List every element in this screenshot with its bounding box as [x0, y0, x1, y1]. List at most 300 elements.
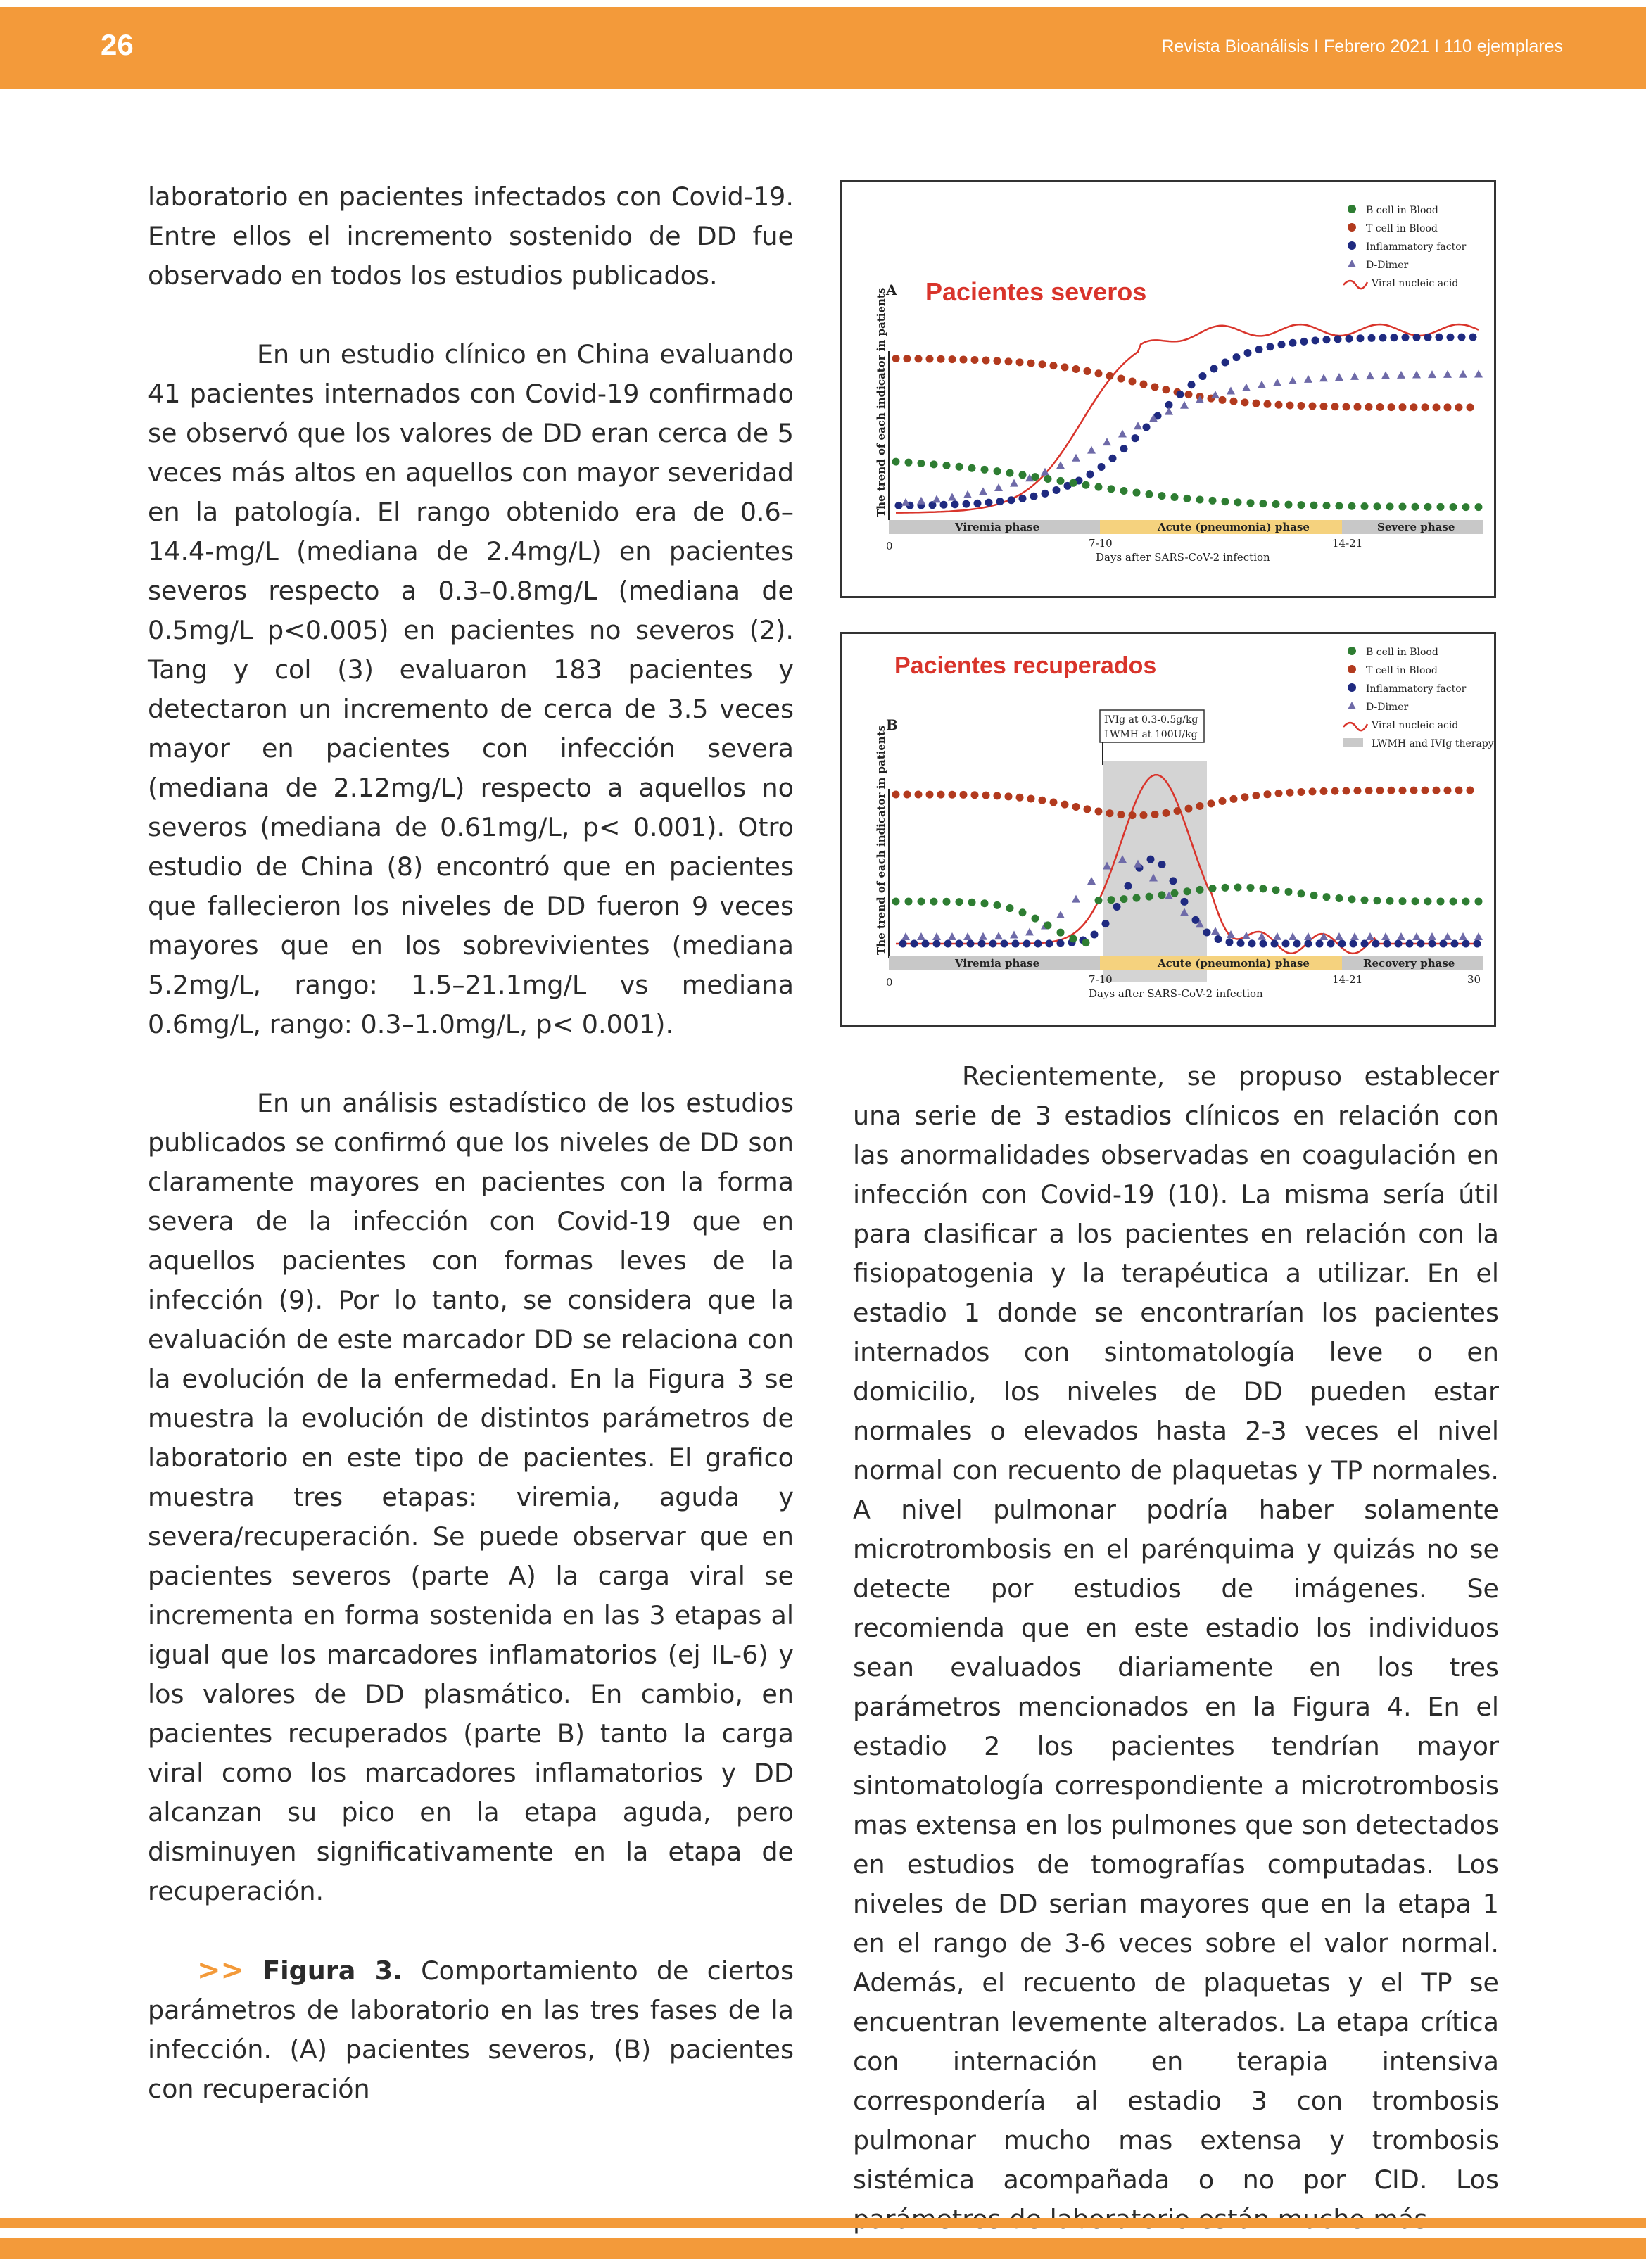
panel-a-d-dimer-point [948, 493, 956, 500]
legend-viral-marker [1343, 723, 1367, 730]
panel-a-b-cell-point [1412, 503, 1419, 511]
panel-a-tick-14-21: 14-21 [1332, 537, 1363, 550]
panel-b-t-cell-point [949, 791, 956, 799]
panel-b-d-dimer-point [1010, 931, 1018, 939]
panel-a-d-dimer-point [1242, 384, 1251, 391]
panel-a-b-cell-point [1462, 503, 1470, 511]
panel-b-inflammatory-point [1372, 940, 1380, 948]
panel-b-b-cell-point [1285, 888, 1293, 896]
panel-a-t-cell-point [1455, 403, 1463, 411]
panel-a-b-cell-point [918, 460, 925, 467]
panel-b-t-cell-point [1061, 801, 1069, 809]
left-paragraph-2: En un estudio clínico en China evaluando 41 pacientes internados con Covid-19 confirmado se observó que los valores de DD eran cerca de 5 veces más altos en aquellos con mayor severidad en la patología. El rango obtenido era de 0.6–14.4-mg/L (mediana de 2.4mg/L) en pacientes severos respecto a 0.3–0.8mg/L (mediana de 0.5mg/L p<0.005) en pacientes no severos (2). Tang y col (3) evaluaron 183 pacientes y detectaron un incremento de cerca de 3.5 veces mayor en pacientes con infección severa (mediana de 2.12mg/L) respecto a aquellos no severos (mediana de 0.61mg/L, p< 0.001). Otro estudio de China (8) encontró que en pacientes que fallecieron los niveles de DD fueron 9 veces mayores que en los sobrevivientes (mediana 5.2mg/L, rango: 1.5–21.1mg/L vs mediana 0.6mg/L, rango: 0.3–1.0mg/L, p< 0.001). [148, 339, 794, 1039]
legend-therapy-label: LWMH and IVIg therapy [1372, 738, 1494, 749]
panel-b-t-cell-point [1151, 811, 1159, 818]
panel-b-d-dimer-point [1443, 932, 1452, 940]
panel-a-b-cell-point [1323, 502, 1331, 509]
panel-a-t-cell-point [1433, 403, 1441, 411]
panel-b-t-cell-point [1129, 811, 1137, 819]
panel-a-d-dimer-point [1087, 446, 1096, 454]
panel-b-inflammatory-point [1181, 898, 1189, 906]
panel-b-b-cell-point [1209, 885, 1217, 892]
legend-inflammatory-marker [1348, 683, 1356, 692]
panel-b-t-cell-point [1354, 787, 1362, 794]
panel-b-b-cell-point [1247, 884, 1255, 892]
panel-b-d-dimer-point [1428, 932, 1436, 940]
panel-a-inflammatory-point [1120, 445, 1128, 452]
panel-b-t-cell-point [1050, 798, 1058, 806]
panel-a-d-dimer-point [1366, 372, 1374, 379]
legend-d-dimer-label: D-Dimer [1366, 702, 1409, 713]
legend-inflammatory-label: Inflammatory factor [1366, 683, 1467, 695]
panel-b-t-cell-point [1320, 787, 1328, 795]
panel-b-t-cell-point [1219, 797, 1227, 805]
panel-a-t-cell-point [1016, 358, 1024, 366]
left-paragraph-1: laboratorio en pacientes infectados con Covid-19. Entre ellos el incremento sostenido de DD fue observado en todos los estudios publicados. [148, 182, 794, 291]
panel-a-b-cell-point [1171, 493, 1179, 501]
panel-a-b-cell-point [892, 458, 900, 466]
panel-a-inflammatory-point [1300, 338, 1308, 346]
page-number: 26 [101, 28, 134, 61]
panel-a-t-cell-point [1354, 403, 1362, 411]
panel-b-b-cell-point [1196, 886, 1204, 894]
panel-b-xlabel: Days after SARS-CoV-2 infection [1089, 987, 1263, 1000]
panel-b-d-dimer-point [948, 932, 956, 940]
panel-a-inflammatory-point [1323, 336, 1331, 343]
panel-b-title: Pacientes recuperados [894, 652, 1157, 679]
panel-a-t-cell-point [1230, 398, 1238, 405]
panel-a-b-cell-point [1386, 502, 1394, 510]
panel-a-b-cell-point [1158, 492, 1166, 500]
panel-b-b-cell-point [1450, 897, 1457, 905]
panel-b-t-cell-point [1433, 787, 1441, 794]
panel-a-inflammatory-point [1379, 334, 1387, 342]
panel-a-t-cell-point [926, 355, 934, 363]
panel-a-b-cell-point [1082, 481, 1090, 489]
figure-panel-a [840, 180, 1496, 598]
panel-b-d-dimer-point [1289, 932, 1297, 940]
panel-a-b-cell-point [930, 460, 938, 468]
panel-a-b-cell-point [1298, 501, 1305, 509]
panel-b-t-cell-point [892, 791, 900, 799]
panel-b-t-cell-point [1275, 790, 1283, 797]
panel-b-inflammatory-point [1361, 940, 1369, 948]
panel-b-d-dimer-point [994, 932, 1003, 939]
panel-b-d-dimer-point [932, 932, 941, 940]
panel-a-t-cell-point [1219, 396, 1227, 404]
panel-a-inflammatory-point [1289, 339, 1297, 347]
panel-a-inflammatory-point [895, 502, 903, 509]
panel-a-d-dimer-point [1319, 374, 1328, 381]
panel-b-t-cell-point [1410, 787, 1418, 794]
panel-b-therapy-band [1103, 761, 1207, 982]
panel-a-d-dimer-point [1474, 370, 1483, 378]
panel-a-inflammatory-point [1233, 353, 1241, 361]
panel-a-phase-acute: Acute (pneumonia) phase [1158, 521, 1310, 533]
panel-b-b-cell-point [1475, 897, 1483, 905]
panel-a-inflammatory-point [1402, 334, 1410, 341]
panel-a-b-cell-point [1057, 477, 1065, 485]
panel-a-b-cell-point [1336, 502, 1343, 509]
panel-a-d-dimer-point [1258, 381, 1266, 388]
panel-b-inflammatory-point [1226, 938, 1234, 946]
panel-a-b-cell-point [1285, 501, 1293, 509]
panel-a-inflammatory-point [1267, 343, 1274, 350]
panel-a-b-cell-point [1184, 495, 1191, 502]
panel-b-b-cell-point [1336, 894, 1343, 902]
panel-a-t-cell-point [960, 355, 968, 363]
panel-a-b-cell-point [1475, 503, 1483, 511]
panel-a-b-cell-point [1196, 495, 1204, 503]
panel-a-b-cell-point [1361, 502, 1369, 510]
panel-b-d-dimer-point [1366, 932, 1374, 940]
panel-b-inflammatory-point [1046, 939, 1053, 947]
panel-a-inflammatory-point [1255, 346, 1263, 353]
panel-b-t-cell-point [982, 792, 990, 799]
panel-b-tick-0: 0 [886, 976, 893, 989]
panel-a-t-cell-point [1095, 369, 1103, 377]
panel-b-d-dimer-point [1459, 932, 1467, 940]
panel-a-t-cell-point [1331, 403, 1339, 410]
panel-a-b-cell-point [1019, 471, 1027, 479]
panel-b-d-dimer-point [1397, 932, 1405, 940]
panel-a-b-cell-point [994, 467, 1001, 475]
panel-a-t-cell-point [1320, 403, 1328, 410]
panel-b-b-cell-point [892, 898, 900, 906]
panel-a-t-cell-point [1376, 403, 1384, 411]
panel-a-inflammatory-point [1132, 434, 1139, 442]
panel-b-b-cell-point [1070, 935, 1077, 942]
panel-b-t-cell-point [904, 791, 911, 799]
panel-b-inflammatory-point [1057, 939, 1065, 947]
panel-a-b-cell-point [1209, 497, 1217, 505]
caption-arrow-icon: >> [197, 1954, 245, 1987]
panel-b-t-cell-point [1376, 787, 1384, 794]
panel-b-inflammatory-point [1406, 940, 1414, 948]
panel-b-t-cell-point [1331, 787, 1339, 795]
panel-a-b-cell-point [1399, 503, 1407, 511]
panel-b-t-cell-point [1072, 803, 1080, 811]
legend-d-dimer-marker [1348, 702, 1356, 709]
panel-b-t-cell-point [994, 792, 1001, 799]
panel-a-inflammatory-point [1098, 463, 1106, 471]
left-column [148, 177, 794, 2109]
panel-a-inflammatory-point [1436, 334, 1443, 341]
legend-viral-label: Viral nucleic acid [1372, 720, 1459, 731]
panel-b-t-cell-point [1118, 811, 1125, 818]
legend-t-cell-marker [1348, 223, 1356, 232]
panel-b-inflammatory-point [1034, 939, 1042, 947]
panel-a-inflammatory-point [1424, 334, 1432, 341]
panel-b-inflammatory-point [1338, 940, 1346, 948]
panel-a-d-dimer-point [932, 495, 941, 502]
legend-t-cell-marker [1348, 665, 1356, 673]
panel-b-t-cell-point [1253, 792, 1260, 799]
panel-b-b-cell-point [1374, 897, 1381, 904]
panel-b-t-cell-point [1365, 787, 1373, 794]
panel-a-t-cell-point [1388, 403, 1395, 411]
panel-a-b-cell-point [1374, 502, 1381, 510]
panel-b-t-cell-point [1467, 787, 1474, 794]
panel-b-b-cell-point [1222, 884, 1229, 892]
panel-b-annotation-lwmh: LWMH at 100U/kg [1104, 729, 1198, 740]
panel-a-inflammatory-point [940, 501, 948, 509]
panel-b-inflammatory-point [1091, 931, 1099, 939]
panel-a-phase-severe: Severe phase [1377, 521, 1455, 533]
panel-a-t-cell-point [1061, 363, 1069, 371]
panel-a-d-dimer-point [963, 490, 972, 498]
panel-b-inflammatory-point [933, 940, 941, 948]
panel-b-b-cell-point [943, 898, 951, 906]
panel-b-b-cell-point [1057, 929, 1065, 937]
panel-b-inflammatory-point [1158, 861, 1166, 868]
caption-label: Figura 3. [262, 1956, 403, 1986]
panel-b-t-cell-point [1399, 787, 1407, 794]
panel-b-d-dimer-point [1381, 932, 1390, 940]
panel-b-tick-14-21: 14-21 [1332, 973, 1363, 986]
panel-a-b-cell-point [1006, 469, 1014, 477]
panel-b-t-cell-point [1388, 787, 1395, 794]
panel-b-b-cell-point [1095, 897, 1103, 904]
panel-b-inflammatory-point [1023, 939, 1031, 947]
panel-a-b-cell-point [1424, 503, 1432, 511]
panel-b-d-dimer-point [1025, 927, 1034, 935]
panel-b-d-dimer-point [1304, 932, 1312, 940]
left-paragraph-3: En un análisis estadístico de los estudios publicados se confirmó que los niveles de DD son claramente mayores en pacientes con la forma severa de la infección con Covid-19 que en aquellos pacientes con formas leves de la infección (9). Por lo tanto, se considera que la evaluación de este marcador DD se relaciona con la evolución de la enfermedad. En la Figura 3 se muestra la evolución de distintos parámetros de laboratorio en este tipo de pacientes. El grafico muestra tres etapas: viremia, aguda y severa/recuperación. Se puede observar que en pacientes severos (parte A) la carga viral se incrementa en forma sostenida en las 3 etapas al igual que los marcadores inflamatorios (ej IL-6) y los valores de DD plasmático. En cambio, en pacientes recuperados (parte B) tanto la carga viral como los marcadores inflamatorios y DD alcanzan su pico en la etapa aguda, pero disminuyen significativamente en la etapa de recuperación. [148, 1088, 794, 1906]
panel-a-letter: A [886, 281, 897, 298]
panel-b-b-cell-point [1006, 904, 1014, 912]
panel-a-inflammatory-point [1357, 334, 1365, 342]
panel-a-t-cell-point [892, 355, 900, 362]
panel-b-inflammatory-point [1462, 940, 1470, 948]
panel-b-inflammatory-point [944, 940, 952, 948]
panel-b-t-cell-point [1422, 787, 1429, 794]
panel-b-t-cell-point [1196, 802, 1204, 810]
panel-b-inflammatory-point [1282, 939, 1290, 947]
panel-a-t-cell-point [1399, 403, 1407, 411]
panel-a-t-cell-point [1298, 402, 1305, 410]
legend-d-dimer-label: D-Dimer [1366, 260, 1409, 271]
right-column [853, 1057, 1499, 2239]
legend-viral-label: Viral nucleic acid [1372, 278, 1459, 289]
panel-b-tick-7-10: 7-10 [1089, 973, 1113, 986]
panel-b-ylabel: The trend of each indicator in patients [875, 725, 887, 955]
panel-b-phase-viremia: Viremia phase [955, 957, 1040, 970]
figure-panel-b [840, 632, 1496, 1027]
panel-b-b-cell-point [1120, 895, 1128, 903]
panel-b-t-cell-point [1241, 793, 1249, 801]
panel-b-t-cell-point [1095, 808, 1103, 816]
panel-a-b-cell-point [943, 462, 951, 469]
panel-a-inflammatory-point [1222, 359, 1229, 367]
panel-a-inflammatory-point [974, 500, 982, 507]
panel-b-b-cell-point [1386, 897, 1394, 905]
panel-b-d-dimer-point [963, 932, 972, 940]
panel-b-inflammatory-point [1237, 939, 1245, 947]
panel-a-d-dimer-point [1397, 371, 1405, 379]
panel-a-inflammatory-point [1143, 423, 1151, 431]
panel-a-t-cell-point [971, 356, 979, 364]
panel-a-d-dimer-point [1443, 370, 1452, 378]
panel-b-b-cell-point [1108, 896, 1115, 904]
panel-b-t-cell-point [1185, 805, 1193, 813]
panel-b-inflammatory-point [1474, 940, 1481, 948]
panel-b-t-cell-point [1298, 788, 1305, 796]
panel-b-t-cell-point [1455, 787, 1463, 794]
panel-b-inflammatory-point [1125, 882, 1132, 890]
panel-b-b-cell-point [994, 901, 1001, 909]
panel-b-inflammatory-point [1170, 877, 1177, 885]
panel-a-inflammatory-point [951, 500, 959, 508]
panel-a-d-dimer-point [979, 487, 987, 495]
panel-a-inflammatory-point [1346, 335, 1353, 343]
legend-b-cell-marker [1348, 205, 1356, 213]
panel-a-d-dimer-point [1010, 479, 1018, 487]
panel-a-t-cell-point [1343, 403, 1350, 410]
panel-a-t-cell-point [1264, 400, 1272, 408]
panel-a-inflammatory-point [1244, 349, 1252, 357]
panel-a-t-cell-point [904, 355, 911, 362]
panel-a-viral-line [896, 324, 1479, 513]
right-paragraph-1: Recientemente, se propuso establecer una serie de 3 estadios clínicos en relación con las anormalidades observadas en coagulación en infección con Covid-19 (10). La misma sería útil para clasificar a los pacientes en relación con la fisiopatogenia y la terapéutica a utilizar. En el estadio 1 donde se encontrarían los pacientes internados con sintomatología leve o en domicilio, los niveles de DD pueden estar normales o elevados hasta 2-3 veces el nivel normal con recuento de plaquetas y TP normales. A nivel pulmonar podría haber solamente microtrombosis en el parénquima y quizás no se detecte por estudios de imágenes. Se recomienda que en este estadio los individuos sean evaluados diariamente en los tres parámetros mencionados en la Figura 4. En el estadio 2 los pacientes tendrían mayor sintomatología correspondiente a microtrombosis mas extensa en los pulmones que son detectados en estudios de tomografías computadas. Los niveles de DD serian mayores que en la etapa 1 en el rango de 3-6 veces sobre el valor normal. Además, el recuento de plaquetas y el TP se encuentran levemente alterados. La etapa crítica con internación en terapia intensiva correspondería al estadio 3 con trombosis pulmonar mucho mas extensa y trombosis sistémica acompañada o no por CID. Los [853, 1061, 1499, 2195]
panel-b-inflammatory-point [1271, 939, 1279, 947]
panel-a-d-dimer-point [1165, 407, 1173, 415]
panel-a-t-cell-point [1005, 357, 1013, 365]
panel-a-b-cell-point [1032, 473, 1039, 481]
panel-a-t-cell-point [1365, 403, 1373, 411]
panel-a-inflammatory-point [1177, 391, 1184, 398]
panel-a-t-cell-point [1151, 383, 1159, 391]
panel-a-b-cell-point [1222, 498, 1229, 505]
legend-a [1343, 205, 1467, 289]
panel-a-b-cell-point [1095, 483, 1103, 491]
panel-b-b-cell-point [1260, 885, 1267, 892]
panel-a-t-cell-point [1444, 403, 1452, 411]
footer-stripe [0, 2218, 1646, 2228]
panel-a-d-dimer-point [1335, 373, 1343, 381]
panel-b-d-dimer-point [1350, 932, 1359, 940]
panel-b-b-cell-point [1462, 897, 1470, 905]
panel-b-inflammatory-point [1203, 928, 1211, 936]
panel-b-b-cell-point [1437, 897, 1445, 905]
panel-b-t-cell-point [960, 791, 968, 799]
panel-a-inflammatory-point [1469, 334, 1477, 341]
panel-b-d-dimer-point [1087, 877, 1096, 885]
panel-b-d-dimer-point [901, 932, 910, 940]
panel-b-b-cell-point [1133, 894, 1141, 902]
panel-b-inflammatory-point [1384, 940, 1391, 948]
panel-b-letter: B [886, 716, 898, 733]
panel-b-phase-acute: Acute (pneumonia) phase [1158, 957, 1310, 970]
panel-a-b-cell-point [981, 466, 989, 474]
panel-a-b-cell-point [905, 459, 913, 467]
panel-b-b-cell-point [1019, 908, 1027, 916]
panel-b-t-cell-point [1163, 809, 1170, 817]
panel-b-d-dimer-point [917, 932, 925, 940]
panel-a-b-cell-point [1070, 479, 1077, 487]
panel-b-d-dimer-point [979, 932, 987, 940]
legend-viral-marker [1343, 281, 1367, 289]
panel-a-t-cell-point [1275, 401, 1283, 409]
panel-b-inflammatory-point [899, 940, 907, 948]
panel-a-ylabel: The trend of each indicator in patients [875, 287, 887, 517]
panel-b-inflammatory-point [956, 940, 963, 948]
panel-b-b-cell-point [1234, 884, 1242, 892]
panel-b-b-cell-point [1412, 897, 1419, 905]
panel-a-inflammatory-point [1312, 336, 1319, 344]
panel-b-inflammatory-point [1113, 903, 1121, 911]
panel-b-inflammatory-point [1260, 939, 1267, 947]
panel-b-inflammatory-point [1316, 940, 1324, 948]
running-head: Revista Bioanálisis I Febrero 2021 I 110 ejemplares [1161, 37, 1563, 56]
panel-a-d-dimer-point [1118, 430, 1127, 438]
panel-a-t-cell-point [1072, 365, 1080, 373]
panel-b-b-cell-point [1323, 893, 1331, 901]
panel-a-t-cell-point [1039, 360, 1046, 368]
panel-a-b-cell-point [1247, 499, 1255, 507]
panel-a-d-dimer-point [1056, 461, 1065, 469]
panel-b-inflammatory-point [1305, 940, 1312, 948]
panel-a-t-cell-point [1410, 403, 1418, 411]
panel-b-inflammatory-point [1001, 940, 1008, 948]
panel-a-inflammatory-point [985, 499, 993, 507]
panel-a-inflammatory-point [1042, 490, 1049, 498]
panel-b-b-cell-point [1310, 892, 1318, 899]
panel-a-d-dimer-point [1273, 379, 1281, 386]
footer-bar [0, 2238, 1646, 2259]
panel-b-b-cell-point [1146, 893, 1153, 901]
panel-b-b-cell-point [956, 898, 963, 906]
panel-a-inflammatory-point [1447, 334, 1455, 341]
panel-a-b-cell-point [1044, 475, 1052, 483]
panel-b-inflammatory-point [1215, 935, 1222, 943]
legend-b [1343, 647, 1494, 749]
panel-a-t-cell-point [1241, 398, 1249, 406]
legend-b-cell-label: B cell in Blood [1366, 205, 1438, 216]
panel-b-b-cell-point [1298, 889, 1305, 897]
panel-b-t-cell-point [937, 791, 945, 799]
panel-b-inflammatory-point [1293, 939, 1301, 947]
panel-a-d-dimer-point [1289, 376, 1297, 384]
panel-a-b-cell-point [956, 463, 963, 471]
panel-a-b-cell-point [968, 464, 976, 472]
panel-a-d-dimer-point [1227, 386, 1235, 394]
figure-caption [148, 1951, 794, 2109]
legend-b-cell-marker [1348, 647, 1356, 655]
panel-a-inflammatory-point [963, 500, 970, 508]
panel-b-d-dimer-point [1242, 932, 1251, 939]
panel-b-t-cell-point [1208, 799, 1215, 807]
legend-therapy-marker [1343, 738, 1363, 747]
panel-b-inflammatory-point [967, 940, 975, 948]
panel-b-b-cell-point [1082, 939, 1090, 946]
panel-a-t-cell-point [1286, 401, 1294, 409]
panel-a-t-cell-point [1027, 360, 1035, 367]
panel-a-t-cell-point [1050, 362, 1058, 369]
panel-b-t-cell-point [1230, 795, 1238, 803]
panel-b-t-cell-point [1286, 789, 1294, 797]
panel-b-b-cell-point [1361, 896, 1369, 904]
panel-a-d-dimer-point [1304, 375, 1312, 383]
legend-t-cell-label: T cell in Blood [1366, 223, 1438, 234]
panel-a-b-cell-point [1450, 503, 1457, 511]
caption-text: Comportamiento de ciertos parámetros de laboratorio en las tres fases de la infección. (A) pacientes severos, (B) pacientes con recuperación [148, 1956, 794, 2104]
panel-a-inflammatory-point [1368, 334, 1376, 342]
panel-b-t-cell-point [1106, 809, 1114, 817]
panel-b-inflammatory-point [1248, 939, 1256, 947]
panel-b-d-dimer-point [1211, 927, 1220, 935]
panel-b-t-cell-point [1309, 787, 1317, 795]
